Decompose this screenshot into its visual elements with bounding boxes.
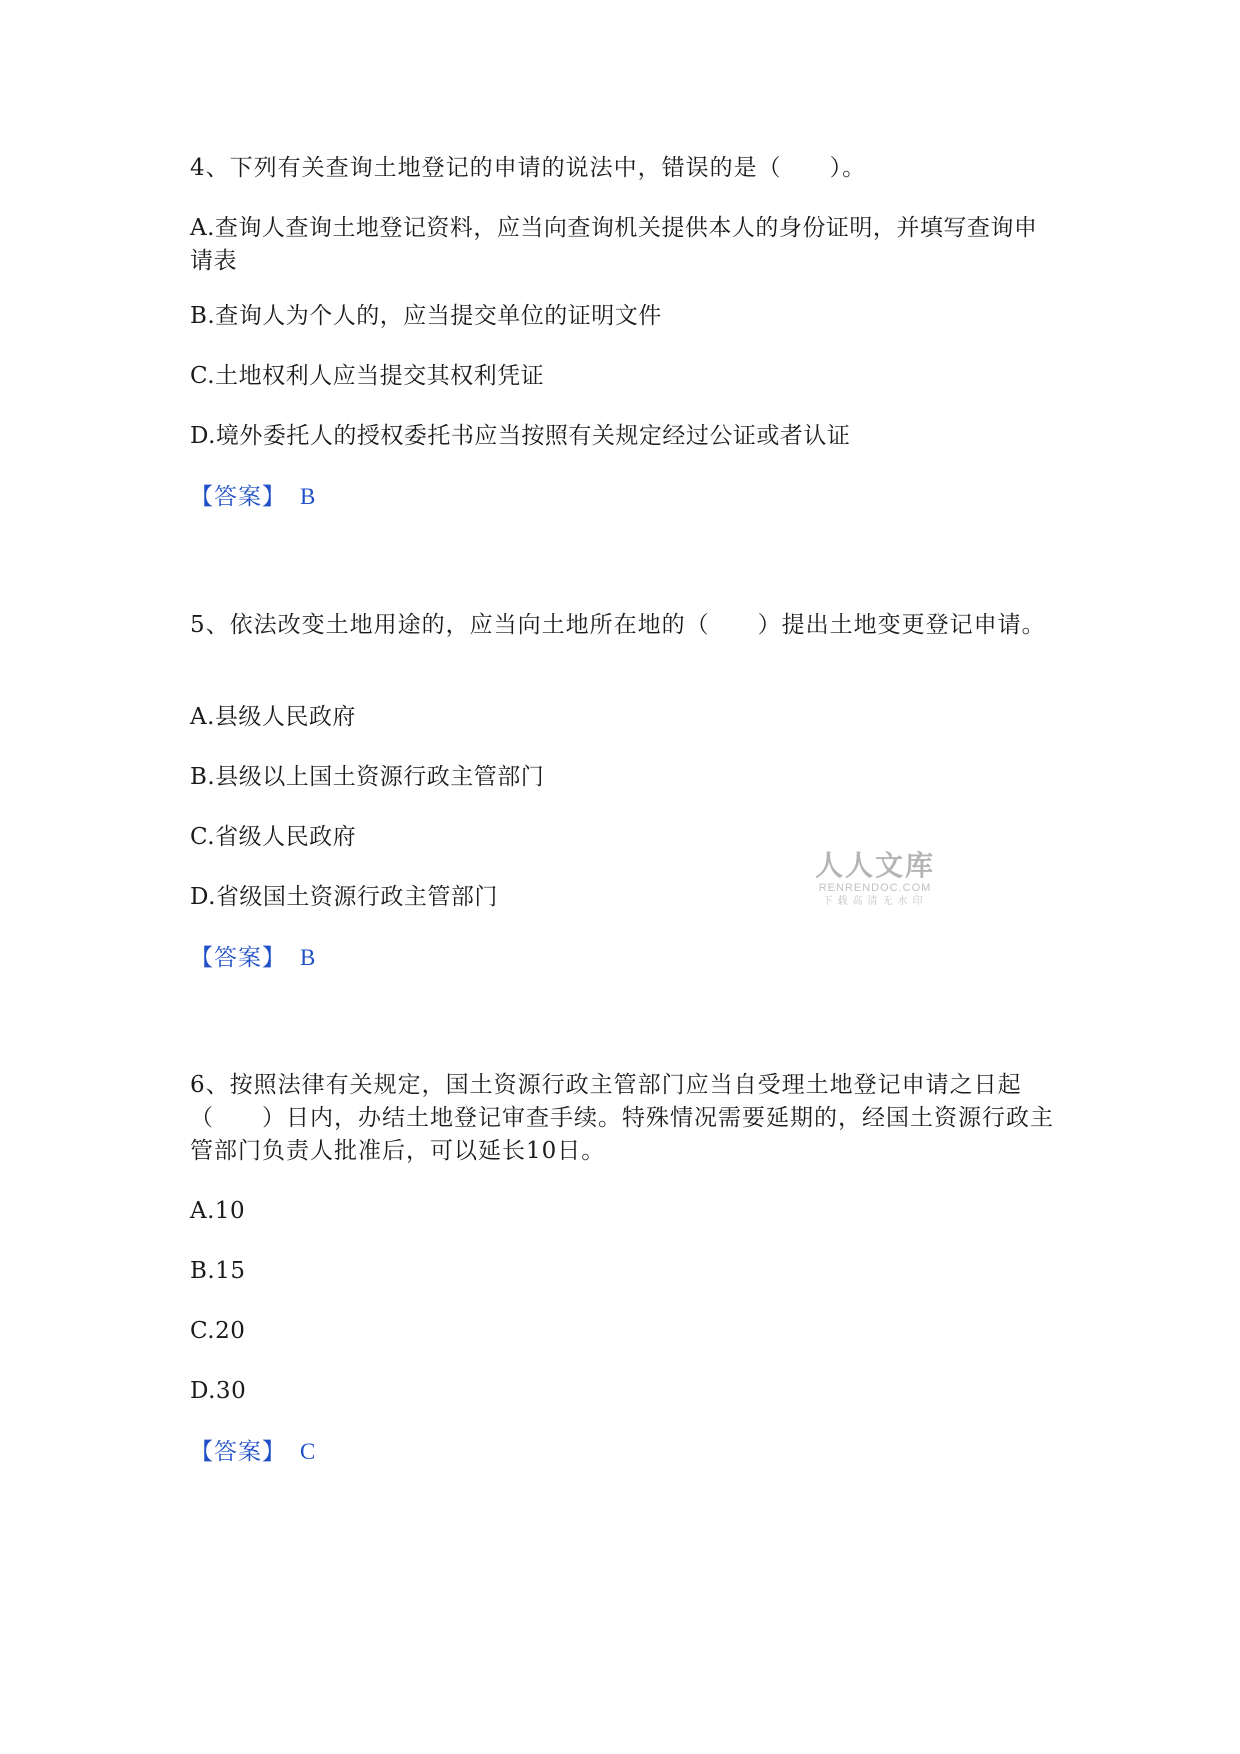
question-stem: 5、依法改变土地用途的，应当向土地所在地的（ ）提出土地变更登记申请。 xyxy=(190,612,1046,638)
option-b: B.15 xyxy=(190,1258,246,1284)
answer-label: 【答案】 xyxy=(190,484,286,510)
watermark-title: 人人文库 xyxy=(814,849,935,882)
question-4 xyxy=(190,152,1060,510)
watermark-subtitle: 下载高清无水印 xyxy=(822,896,928,907)
option-a: A.10 xyxy=(190,1198,246,1224)
option-d: D.境外委托人的授权委托书应当按照有关规定经过公证或者认证 xyxy=(190,423,851,449)
answer-line xyxy=(190,1435,315,1469)
question-stem: 4、下列有关查询土地登记的申请的说法中，错误的是（ ）。 xyxy=(190,155,867,181)
answer-line xyxy=(190,480,315,514)
option-d: D.30 xyxy=(190,1378,247,1404)
option-b: B.县级以上国土资源行政主管部门 xyxy=(190,764,545,790)
option-c: C.20 xyxy=(190,1318,246,1344)
option-a: A.查询人查询土地登记资料，应当向查询机关提供本人的身份证明，并填写查询申请表 xyxy=(190,215,1038,274)
answer-line xyxy=(190,941,315,975)
answer-value: B xyxy=(300,484,316,509)
option-c: C.省级人民政府 xyxy=(190,824,357,850)
question-6 xyxy=(190,1069,1060,1465)
answer-value: C xyxy=(300,1439,316,1464)
watermark-domain: RENRENDOC.COM xyxy=(818,882,932,894)
option-a: A.县级人民政府 xyxy=(190,704,356,730)
option-c: C.土地权利人应当提交其权利凭证 xyxy=(190,363,545,389)
answer-label: 【答案】 xyxy=(190,945,286,971)
answer-value: B xyxy=(300,945,316,970)
watermark-logo xyxy=(810,850,940,909)
option-b: B.查询人为个人的，应当提交单位的证明文件 xyxy=(190,303,662,329)
answer-label: 【答案】 xyxy=(190,1439,286,1465)
option-d: D.省级国土资源行政主管部门 xyxy=(190,884,498,910)
question-stem: 6、按照法律有关规定，国土资源行政主管部门应当自受理土地登记申请之日起（ ）日内，办结土地登记审查手续。特殊情况需要延期的，经国土资源行政主管部门负责人批准后，可以延长10日。 xyxy=(190,1072,1054,1164)
